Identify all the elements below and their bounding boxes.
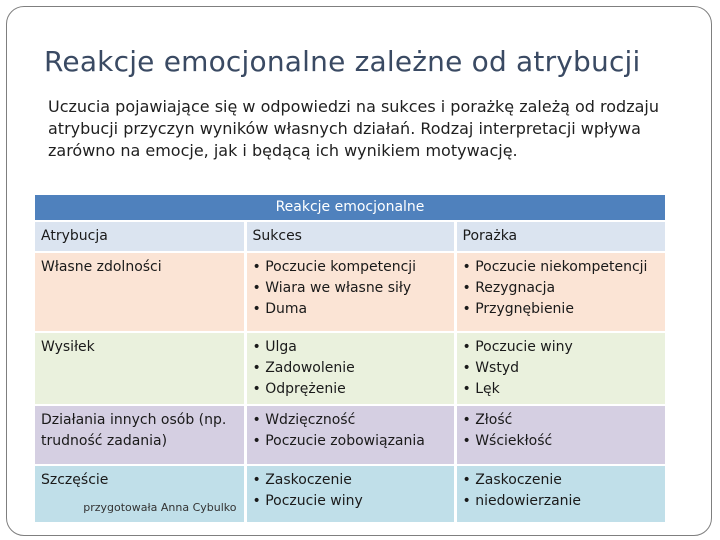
success-cell [245, 332, 455, 405]
emotion-item: • Zaskoczenie [252, 472, 352, 488]
emotion-item: • Wdzięczność [252, 412, 356, 428]
failure-cell [455, 332, 665, 405]
attribution-cell [35, 465, 245, 522]
emotion-item: • Poczucie niekompetencji [462, 259, 648, 275]
emotion-item: • Rezygnacja [462, 280, 556, 296]
success-cell [245, 252, 455, 332]
success-cell [245, 405, 455, 465]
emotion-item: • Wiara we własne siły [252, 280, 412, 296]
attribution-cell: Własne zdolności [35, 252, 245, 332]
table-header-row [35, 221, 665, 252]
header-failure: Porażka [455, 221, 665, 252]
failure-cell [455, 252, 665, 332]
emotion-item: • niedowierzanie [462, 493, 582, 509]
emotion-item: • Zadowolenie [252, 360, 355, 376]
emotion-table [35, 220, 665, 522]
table-row [35, 405, 665, 465]
intro-paragraph: Uczucia pojawiające się w odpowiedzi na sukces i porażkę zależą od rodzaju atrybucji przyczyn wyników własnych działań. Rodzaj interpretacji wpływa zarówno na emocje, jak i będącą ich wynikiem motywację. [48, 97, 659, 160]
header-attribution: Atrybucja [35, 221, 245, 252]
emotion-item: • Odprężenie [252, 381, 346, 397]
emotion-item: • Wstyd [462, 360, 520, 376]
attribution-cell: Działania innych osób (np. trudność zadania) [35, 405, 245, 465]
emotion-item: • Lęk [462, 381, 500, 397]
author-credit: przygotowała Anna Cybulko [83, 501, 237, 514]
emotion-item: • Poczucie kompetencji [252, 259, 417, 275]
emotion-item: • Ulga [252, 339, 297, 355]
table-band-title: Reakcje emocjonalne [35, 195, 665, 220]
table-row [35, 465, 665, 522]
emotion-item: • Duma [252, 301, 308, 317]
emotion-item: • Zaskoczenie [462, 472, 562, 488]
emotion-item: • Złość [462, 412, 513, 428]
attribution-label: Szczęście [41, 472, 109, 488]
attribution-cell: Wysiłek [35, 332, 245, 405]
failure-cell [455, 405, 665, 465]
emotion-item: • Poczucie zobowiązania [252, 433, 425, 449]
emotion-item: • Poczucie winy [462, 339, 573, 355]
attribution-table [35, 195, 665, 522]
table-row [35, 252, 665, 332]
failure-cell [455, 465, 665, 522]
success-cell [245, 465, 455, 522]
slide-title: Reakcje emocjonalne zależne od atrybucji [44, 45, 641, 78]
emotion-item: • Poczucie winy [252, 493, 363, 509]
emotion-item: • Przygnębienie [462, 301, 574, 317]
table-row [35, 332, 665, 405]
header-success: Sukces [245, 221, 455, 252]
emotion-item: • Wściekłość [462, 433, 553, 449]
